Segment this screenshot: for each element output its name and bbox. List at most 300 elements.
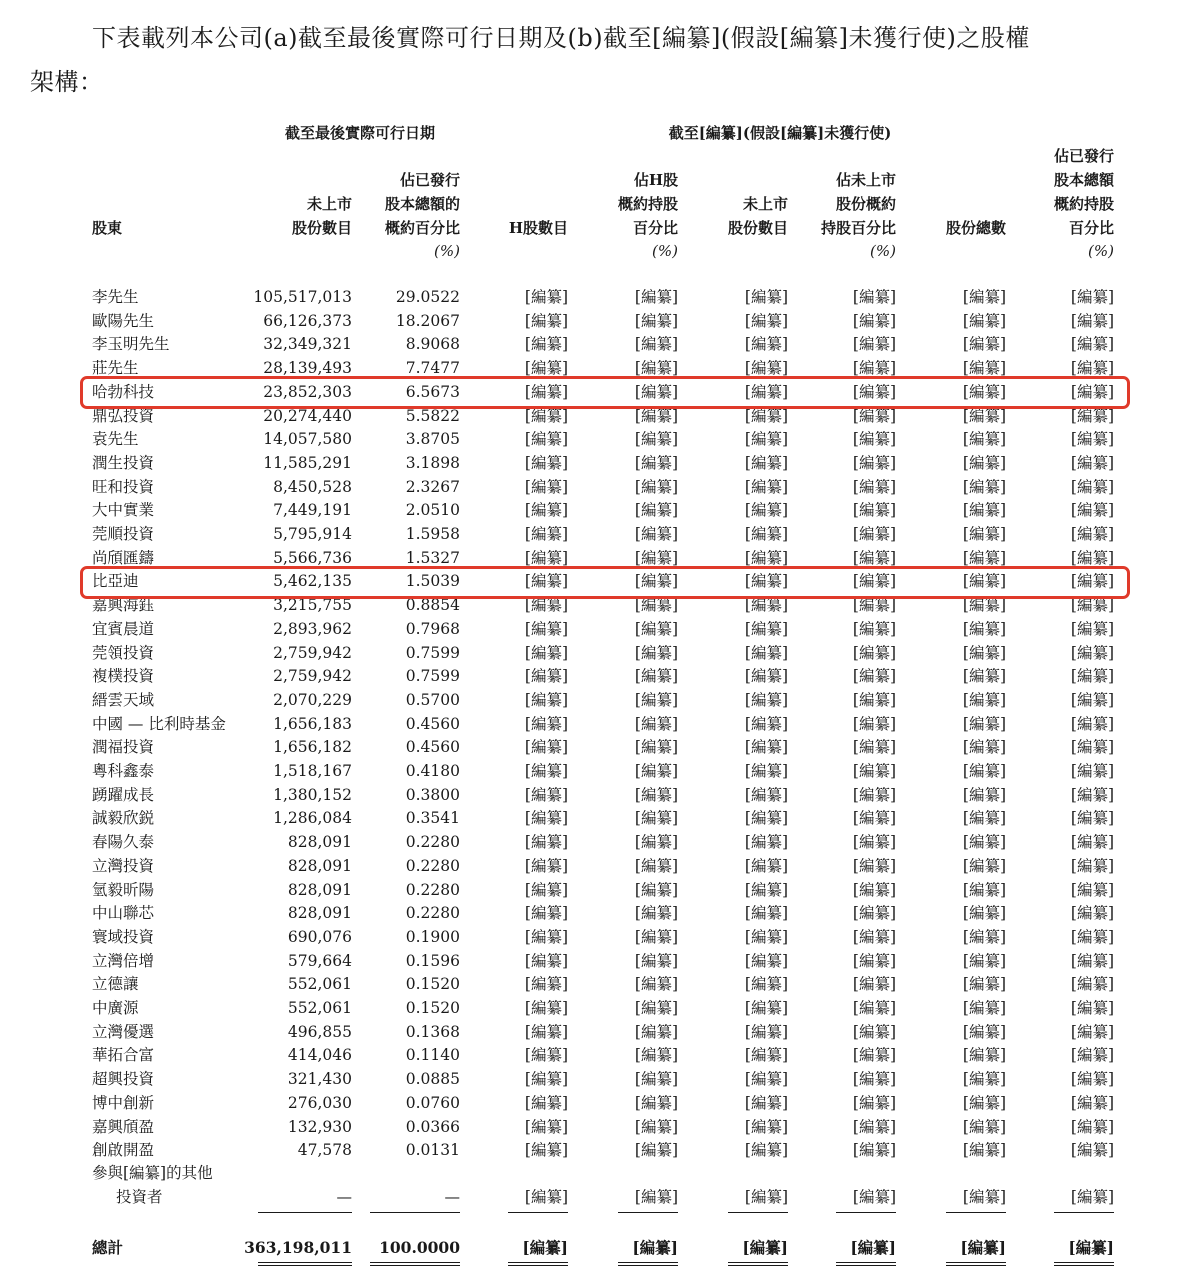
row-redacted: [編纂] [1070,288,1114,306]
row-redacted: [編纂] [634,856,678,875]
double-rule [370,1262,460,1266]
row-redacted: [編纂] [1070,904,1114,923]
row-name: 嘉興頎盈 [92,1117,155,1136]
table-row [0,950,1186,974]
total-pct: 100.0000 [379,1238,460,1257]
row-redacted: [編纂] [744,596,788,615]
row-name: 縉雲天域 [92,690,155,709]
table-row [0,333,1186,357]
row-pct: 8.9068 [405,335,460,354]
row-redacted: [編纂] [524,856,568,875]
row-redacted: [編纂] [744,572,788,591]
row-redacted: [編纂] [634,667,678,686]
rule [618,1212,678,1213]
row-pct: 2.0510 [405,501,460,520]
row-name: 尚頎匯鑄 [92,548,155,567]
row-pct: 0.0885 [405,1070,460,1089]
row-name: 潤福投資 [92,738,155,757]
row-redacted: [編纂] [744,975,788,994]
row-redacted: [編纂] [1070,762,1114,780]
rule [258,1212,352,1213]
table-row [0,736,1186,760]
row-redacted: [編纂] [634,738,678,757]
row-name: 踴躍成長 [92,785,155,804]
row-redacted: [編纂] [962,927,1006,946]
row-redacted: [編纂] [852,1188,896,1206]
row-redacted: [編纂] [744,951,788,970]
table-row [0,286,1186,310]
row-redacted: [編纂] [524,335,568,354]
header-text: 百分比 [632,219,678,237]
row-redacted: [編纂] [962,809,1006,828]
row-redacted: [編纂] [524,714,568,733]
row-redacted: [編纂] [852,501,896,520]
row-redacted: [編纂] [634,311,678,330]
row-redacted: [編纂] [852,430,896,449]
row-redacted: [編纂] [744,833,788,852]
row-pct: 0.1900 [405,927,460,946]
row-redacted: [編纂] [744,335,788,354]
table-row [0,1116,1186,1140]
row-redacted: [編纂] [634,477,678,496]
header-text: 概約百分比 [384,219,460,237]
row-name: 立灣倍增 [92,951,155,970]
row-name: 誠毅欣鋭 [92,809,155,828]
header-text: 佔H股 [633,171,678,189]
row-redacted: [編纂] [1070,833,1114,852]
table-row [0,476,1186,500]
row-redacted: [編纂] [632,1238,678,1257]
row-redacted: [編纂] [852,596,896,615]
row-redacted: [編纂] [852,1046,896,1065]
row-redacted: [編纂] [852,548,896,567]
rule [1054,1212,1114,1213]
table-row [0,807,1186,831]
row-pct: 0.1520 [405,975,460,994]
row-redacted: [編纂] [962,904,1006,923]
header-h-pct [590,168,678,240]
row-redacted: [編纂] [524,738,568,757]
row-redacted: [編纂] [744,619,788,638]
row-redacted: [編纂] [634,501,678,520]
row-redacted: [編纂] [524,690,568,709]
row-shares: 3,215,755 [273,596,352,615]
row-redacted: [編纂] [524,288,568,306]
row-redacted: [編纂] [1070,1070,1114,1089]
row-redacted: [編纂] [962,1141,1006,1160]
row-redacted: [編纂] [524,809,568,828]
row-redacted: [編纂] [524,999,568,1017]
row-redacted: [編纂] [1070,1093,1114,1112]
table-row [0,1139,1186,1163]
row-shares: 579,664 [287,951,352,970]
row-redacted: [編纂] [634,999,678,1017]
row-redacted: [編纂] [962,548,1006,567]
row-redacted: [編纂] [852,643,896,662]
row-shares: 20,274,440 [263,406,352,425]
row-redacted: [編纂] [634,1117,678,1136]
table-row [0,926,1186,950]
row-redacted: [編纂] [524,667,568,686]
row-redacted: [編纂] [852,785,896,804]
row-redacted: [編纂] [744,1117,788,1136]
row-shares: 32,349,321 [263,335,352,354]
row-shares: 552,061 [287,999,352,1017]
rule [836,1212,896,1213]
row-redacted: [編纂] [634,809,678,828]
row-name: 莞領投資 [92,643,155,662]
table-row [0,1092,1186,1116]
row-redacted: [編纂] [634,880,678,899]
row-name: 哈勃科技 [92,382,155,401]
row-redacted: [編纂] [744,809,788,828]
row-shares: 132,930 [287,1117,352,1136]
row-redacted: [編纂] [1070,311,1114,330]
row-shares: — [336,1188,352,1206]
row-redacted: [編纂] [1070,525,1114,543]
row-redacted: [編纂] [1070,477,1114,496]
row-redacted: [編纂] [524,975,568,994]
row-redacted: [編纂] [744,1022,788,1041]
row-redacted: [編纂] [744,1046,788,1065]
row-name: 參與[編纂]的其他 [92,1164,213,1182]
row-pct: 18.2067 [395,311,460,330]
row-redacted: [編纂] [852,359,896,378]
row-shares: 414,046 [287,1046,352,1065]
rule [946,1212,1006,1213]
row-pct: 0.4180 [405,762,460,780]
row-pct: 6.5673 [405,382,460,401]
header-total-shares: 股份總數 [945,219,1006,237]
table-row [0,997,1186,1021]
row-pct: 0.8854 [405,596,460,615]
table-row [0,713,1186,737]
row-name: 華拓合富 [92,1046,155,1065]
row-redacted: [編纂] [744,501,788,520]
row-redacted: [編纂] [744,477,788,496]
row-redacted: [編纂] [962,501,1006,520]
row-name: 鼎弘投資 [92,406,155,425]
row-shares: 828,091 [287,856,352,875]
row-redacted: [編纂] [634,785,678,804]
row-pct: 0.0366 [405,1117,460,1136]
row-pct: 0.1520 [405,999,460,1017]
row-redacted: [編纂] [852,690,896,709]
row-shares: 276,030 [287,1093,352,1112]
row-redacted: [編纂] [634,714,678,733]
row-pct: 1.5958 [405,525,460,543]
row-redacted: [編纂] [852,975,896,994]
row-redacted: [編纂] [744,690,788,709]
row-redacted: [編纂] [962,453,1006,472]
row-pct: 0.0760 [405,1093,460,1112]
row-redacted: [編纂] [962,999,1006,1017]
header-text: 佔已發行 [1053,147,1114,165]
row-redacted: [編纂] [744,880,788,899]
row-pct: 0.3541 [405,809,460,828]
row-redacted: [編纂] [852,1022,896,1041]
row-redacted: [編纂] [962,714,1006,733]
group-header-listing: 截至[編纂](假設[編纂]未獲行使) [668,124,892,142]
row-redacted: [編纂] [852,335,896,354]
row-redacted: [編纂] [852,1141,896,1160]
row-redacted: [編纂] [524,525,568,543]
row-shares: 828,091 [287,880,352,899]
header-text: 未上市 [742,195,788,213]
row-redacted: [編纂] [962,572,1006,591]
row-redacted: [編纂] [524,643,568,662]
row-redacted: [編纂] [1070,667,1114,686]
row-pct: 0.1140 [405,1046,460,1065]
row-name: 潤生投資 [92,453,155,472]
row-redacted: [編纂] [960,1238,1006,1257]
row-name: 立德讓 [92,975,139,994]
row-redacted: [編纂] [962,785,1006,804]
row-redacted: [編纂] [524,927,568,946]
table-row [0,1044,1186,1068]
row-redacted: [編纂] [524,406,568,425]
row-name: 袁先生 [92,430,139,449]
row-redacted: [編纂] [744,1070,788,1089]
row-shares: 5,795,914 [273,525,352,543]
row-redacted: [編纂] [852,667,896,686]
row-redacted: [編纂] [524,1022,568,1041]
table-row [0,523,1186,547]
row-redacted: [編纂] [744,311,788,330]
row-redacted: [編纂] [634,1141,678,1160]
row-redacted: [編纂] [524,572,568,591]
rule [728,1212,788,1213]
row-redacted: [編纂] [744,430,788,449]
row-redacted: [編纂] [1070,619,1114,638]
row-redacted: [編纂] [852,1117,896,1136]
row-redacted: [編纂] [524,1093,568,1112]
row-redacted: [編纂] [962,477,1006,496]
row-name: 比亞迪 [92,572,139,591]
row-redacted: [編纂] [962,406,1006,425]
row-shares: 7,449,191 [273,501,352,520]
row-redacted: [編纂] [744,714,788,733]
row-redacted: [編纂] [852,288,896,306]
row-redacted: [編纂] [852,904,896,923]
row-pct: 0.7599 [405,643,460,662]
header-shareholder: 股東 [92,219,123,237]
row-redacted: [編纂] [852,572,896,591]
row-redacted: [編纂] [1070,714,1114,733]
header-total-pct [1028,144,1114,240]
table-row [0,879,1186,903]
table-row [0,760,1186,784]
table-row [0,1021,1186,1045]
row-redacted: [編纂] [524,1046,568,1065]
row-redacted: [編纂] [962,880,1006,899]
table-row [0,428,1186,452]
row-redacted: [編纂] [852,311,896,330]
row-redacted: [編纂] [852,453,896,472]
row-redacted: [編纂] [524,596,568,615]
row-shares: 552,061 [287,975,352,994]
row-redacted: [編纂] [852,1070,896,1089]
row-redacted: [編纂] [744,359,788,378]
row-redacted: [編纂] [852,382,896,401]
row-redacted: [編纂] [1070,430,1114,449]
row-pct: 0.1368 [405,1022,460,1041]
row-redacted: [編纂] [850,1238,896,1257]
row-redacted: [編纂] [1070,453,1114,472]
table-row [0,310,1186,334]
row-redacted: [編纂] [852,406,896,425]
row-redacted: [編纂] [744,1093,788,1112]
total-shares: 363,198,011 [244,1238,352,1257]
double-rule [258,1262,352,1266]
rule [508,1212,568,1213]
row-redacted: [編纂] [852,762,896,780]
row-shares: 321,430 [287,1070,352,1089]
row-name: 粵科鑫泰 [92,762,155,780]
row-redacted: [編纂] [852,856,896,875]
row-redacted: [編纂] [1070,406,1114,425]
row-redacted: [編纂] [1070,856,1114,875]
row-name: 立灣投資 [92,856,155,875]
header-pct-issued [360,168,460,240]
row-redacted: [編纂] [744,453,788,472]
row-redacted: [編纂] [634,951,678,970]
table-row [0,784,1186,808]
row-redacted: [編纂] [962,1070,1006,1089]
row-name: 嘉興海鈺 [92,596,155,615]
highlight-box-hubble [80,376,1130,409]
row-name-continued: 投資者 [116,1188,163,1206]
row-redacted: [編纂] [852,833,896,852]
total-label: 總計 [92,1238,124,1257]
row-redacted: [編纂] [524,311,568,330]
row-name: 歐陽先生 [92,311,155,330]
table-row [0,689,1186,713]
row-name: 氫毅昕陽 [92,880,155,899]
row-shares: 105,517,013 [253,288,352,306]
row-redacted: [編纂] [852,525,896,543]
row-shares: 47,578 [297,1141,352,1160]
row-name: 寰域投資 [92,927,155,946]
row-redacted: [編纂] [962,762,1006,780]
pct-unit: (%) [652,242,678,260]
row-redacted: [編纂] [524,904,568,923]
row-shares: 23,852,303 [263,382,352,401]
row-redacted: [編纂] [634,288,678,306]
header-text: 百分比 [1068,219,1114,237]
row-name: 大中實業 [92,501,155,520]
row-redacted: [編纂] [962,975,1006,994]
double-rule [728,1262,788,1266]
row-redacted: [編纂] [524,453,568,472]
row-shares: 1,286,084 [273,809,352,828]
row-name: 旺和投資 [92,477,155,496]
row-redacted: [編纂] [962,525,1006,543]
row-redacted: [編纂] [524,548,568,567]
row-redacted: [編纂] [634,453,678,472]
row-redacted: [編纂] [1070,501,1114,520]
row-redacted: [編纂] [962,382,1006,401]
header-unlisted-shares-2 [700,192,788,240]
row-pct: 7.7477 [405,359,460,378]
row-redacted: [編纂] [852,477,896,496]
row-redacted: [編纂] [1070,690,1114,709]
row-redacted: [編纂] [1070,809,1114,828]
row-name: 中廣源 [92,999,139,1017]
row-redacted: [編纂] [1070,880,1114,899]
row-redacted: [編纂] [524,785,568,804]
row-redacted: [編纂] [744,288,788,306]
row-redacted: [編纂] [634,1188,678,1206]
row-redacted: [編纂] [524,477,568,496]
row-name: 立灣優選 [92,1022,155,1041]
row-redacted: [編纂] [524,1117,568,1136]
row-redacted: [編纂] [634,430,678,449]
row-redacted: [編纂] [744,382,788,401]
row-shares: 66,126,373 [263,311,352,330]
row-redacted: [編纂] [634,525,678,543]
row-redacted: [編纂] [744,1141,788,1160]
row-redacted: [編纂] [1070,785,1114,804]
row-shares: 5,462,135 [273,572,352,591]
row-redacted: [編纂] [744,643,788,662]
row-redacted: [編纂] [744,762,788,780]
header-text: 股份數目 [727,219,788,237]
row-pct: 0.0131 [405,1141,460,1160]
row-pct: 0.1596 [405,951,460,970]
row-pct: 1.5327 [405,548,460,567]
row-name: 莞順投資 [92,525,155,543]
row-name: 複樸投資 [92,667,155,686]
row-redacted: [編纂] [852,999,896,1017]
pct-unit: (%) [434,242,460,260]
table-row [0,1068,1186,1092]
row-redacted: [編纂] [962,1022,1006,1041]
row-redacted: [編纂] [742,1238,788,1257]
row-redacted: [編纂] [962,335,1006,354]
row-redacted: [編纂] [524,382,568,401]
row-redacted: [編纂] [634,406,678,425]
double-rule [1054,1262,1114,1266]
row-shares: 28,139,493 [263,359,352,378]
row-redacted: [編纂] [1070,548,1114,567]
row-shares: 1,518,167 [273,762,352,780]
row-shares: 14,057,580 [263,430,352,449]
row-name: 創啟開盈 [92,1141,155,1160]
row-shares: 1,380,152 [273,785,352,804]
row-redacted: [編纂] [962,1046,1006,1065]
row-redacted: [編纂] [1070,382,1114,401]
header-text: 佔未上市 [835,171,896,189]
row-redacted: [編纂] [524,501,568,520]
header-text: 佔已發行 [399,171,460,189]
row-redacted: [編纂] [852,951,896,970]
header-unlisted-shares [250,192,352,240]
row-pct: 0.5700 [405,690,460,709]
row-redacted: [編纂] [1070,1046,1114,1065]
row-pct: 2.3267 [405,477,460,496]
row-name: 中山聯芯 [92,904,155,923]
row-shares: 690,076 [287,927,352,946]
row-shares: 1,656,183 [273,714,352,733]
row-redacted: [編纂] [634,335,678,354]
row-redacted: [編纂] [962,643,1006,662]
row-redacted: [編纂] [524,833,568,852]
row-redacted: [編纂] [962,738,1006,757]
pct-unit: (%) [870,242,896,260]
row-redacted: [編纂] [744,856,788,875]
row-name: 春陽久泰 [92,833,155,852]
